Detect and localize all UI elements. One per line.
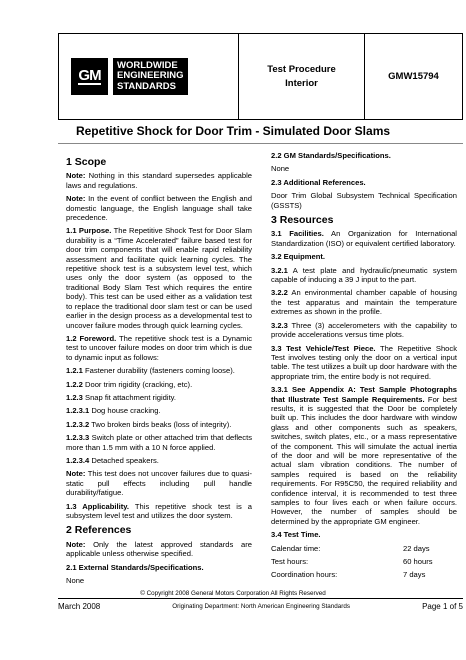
list-item: 1.2.3.3 Switch plate or other attached trim that deflects more than 1.5 mm with a 10 N force applied.: [66, 433, 252, 452]
subsection-value: None: [66, 576, 85, 586]
header-logo-cell: [59, 34, 239, 119]
page-footer: [58, 598, 463, 611]
title-divider: [58, 143, 463, 144]
gm-logo: GM: [71, 58, 108, 95]
subsection-heading: 2.3 Additional References.: [271, 177, 366, 187]
note-paragraph: Note: In the event of conflict between the English and domestic language, the English language shall take precedence.: [66, 194, 252, 223]
note-paragraph: Note: This test does not uncover failures due to quasi-static pull effects including pull handle durability/fatigue.: [66, 469, 252, 498]
doc-type: Test Procedure: [267, 63, 336, 75]
header-doc-type-cell: [239, 34, 365, 119]
doc-number: GMW15794: [388, 71, 439, 82]
purpose-paragraph: 1.1 Purpose. The Repetitive Shock Test for Door Slam durability is a “Time Accelerated” failure based test for door trim components that will enable rapid reliability assessment and facilitate quick learning cycles. The repetitive shock test is a subsystem level test, which uses only the door system (as opposed to the traditional Body Slam Test which requires the entire body). This test can be used either as a validation test to replace the traditional door slam test or can be used earlier in the design process as a developmental test to uncover failure modes through quick learning cycles.: [66, 226, 252, 330]
test-time-row: Calendar time: 22 days: [271, 543, 430, 553]
subsection-value: None: [271, 164, 290, 174]
equipment-item: 3.2.2 An environmental chamber capable of housing the test apparatus and maintain the temperature extremes as shown in the profile.: [271, 288, 457, 317]
section-heading-scope: 1 Scope: [66, 156, 107, 168]
list-item: 1.2.3.1 Dog house cracking.: [66, 406, 161, 416]
right-column: [271, 151, 457, 584]
copyright-notice: © Copyright 2008 General Motors Corporation All Rights Reserved: [140, 590, 326, 597]
test-time-row: Test hours: 60 hours: [271, 557, 433, 567]
worldwide-engineering-standards-label: WORLDWIDE ENGINEERING STANDARDS: [113, 58, 188, 96]
list-item: 1.2.2 Door trim rigidity (cracking, etc).: [66, 379, 193, 389]
footer-page-number: Page 1 of 5: [422, 602, 463, 611]
equipment-item: 3.2.1 A test plate and hydraulic/pneumatic system capable of inducing a 39 J input to the part.: [271, 265, 457, 285]
subsection-heading: 3.4 Test Time.: [271, 530, 321, 540]
foreword-paragraph: 1.2 Foreword. The repetitive shock test is a Dynamic test to uncover failure modes on door trim which is due to dynamic input as follows:: [66, 333, 252, 362]
left-column: [66, 158, 252, 589]
list-item: 1.2.1 Fastener durability (fasteners coming loose).: [66, 366, 235, 376]
subsection-heading: 3.2 Equipment.: [271, 252, 326, 262]
doc-category: Interior: [285, 77, 318, 89]
footer-department: Originating Department: North American Engineering Standards: [172, 603, 351, 610]
subsection-value: Door Trim Global Subsystem Technical Specification (GSSTS): [271, 191, 457, 210]
subsection-heading: 2.1 External Standards/Specifications.: [66, 562, 204, 572]
header-table: [58, 33, 463, 120]
note-paragraph: Note: Nothing in this standard supersedes applicable laws and regulations.: [66, 171, 252, 190]
facilities-paragraph: 3.1 Facilities. An Organization for International Standardization (ISO) or equivalent certified laboratory.: [271, 229, 457, 248]
header-doc-number-cell: [365, 34, 462, 119]
appendix-paragraph: 3.3.1 See Appendix A: Test Sample Photographs that Illustrate Test Sample Requirements. For best results, it is suggested that the Door be completely built up. This includes the door hardware with window glass and other components such as speakers, switches, switch plates, etc., or a mass representative of the component. This will simulate the actual inertia of the door and will be more representative of the actual slam vibration conditions. The number of samples required is based on the reliability requirements. For R95C50, the required reliability and confidence interval, it is recommended to test three samples to four lives each or when failure occurs. However, the number of samples should be determined by the appropriate GM engineer.: [271, 385, 457, 526]
test-time-row: Coordination hours: 7 days: [271, 570, 426, 580]
page-title: Repetitive Shock for Door Trim - Simulated Door Slams: [75, 124, 391, 138]
list-item: 1.2.3.2 Two broken birds beaks (loss of integrity).: [66, 419, 232, 429]
note-paragraph: Note: Only the latest approved standards are applicable unless otherwise specified.: [66, 539, 252, 559]
section-heading-references: 2 References: [66, 524, 132, 537]
equipment-item: 3.2.3 Three (3) accelerometers with the capability to provide accelerations versus time plots.: [271, 320, 457, 340]
section-heading-resources: 3 Resources: [271, 214, 334, 227]
test-vehicle-paragraph: 3.3 Test Vehicle/Test Piece. The Repetitive Shock Test involves testing only the door on a vertical input table. The test utilizes a built up door hardware with the appropriate trim, the entire body is not required.: [271, 343, 457, 381]
footer-date: March 2008: [58, 602, 101, 611]
subsection-heading: 2.2 GM Standards/Specifications.: [271, 151, 391, 160]
list-item: 1.2.3.4 Detached speakers.: [66, 455, 159, 465]
applicability-paragraph: 1.3 Applicability. This repetitive shock test is a subsystem level test and utilizes the door system.: [66, 501, 252, 520]
list-item: 1.2.3 Snap fit attachment rigidity.: [66, 392, 177, 402]
